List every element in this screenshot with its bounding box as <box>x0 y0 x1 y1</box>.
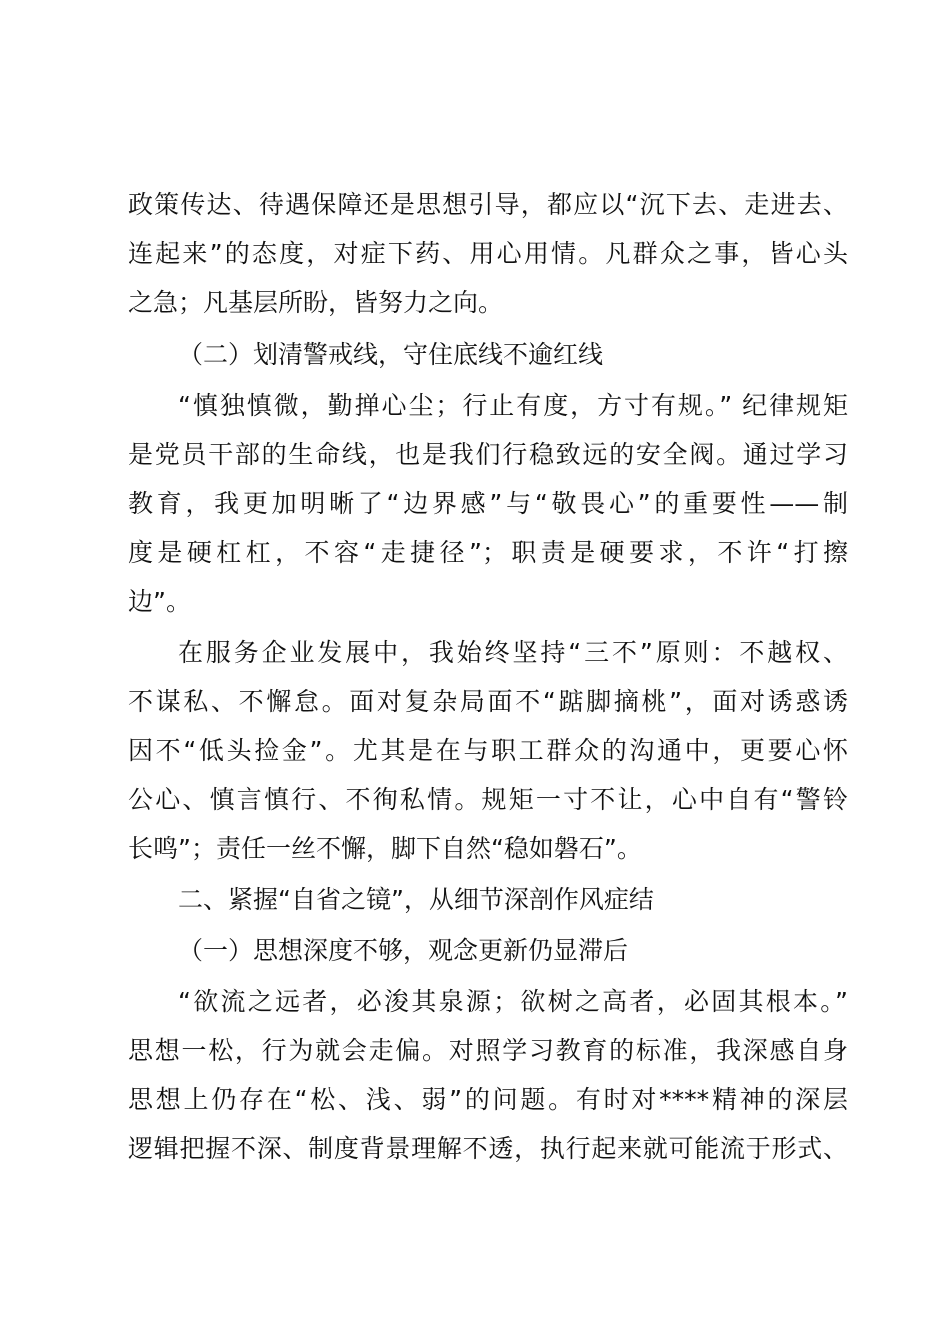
subsection-heading: （一）思想深度不够，观念更新仍显滞后 <box>178 936 629 965</box>
text-line: 思想上仍存在“松、浅、弱”的问题。有时对****精神的深层 <box>128 1085 848 1114</box>
section-heading: （二）划清警戒线，守住底线不逾红线 <box>178 340 604 369</box>
text-line: 教育，我更加明晰了“边界感”与“敬畏心”的重要性——制 <box>128 489 848 518</box>
text-line: 长鸣”；责任一丝不懈，脚下自然“稳如磐石”。 <box>128 834 642 863</box>
text-line: 边”。 <box>128 587 191 616</box>
text-line: “慎独慎微，勤掸心尘；行止有度，方寸有规。” 纪律规矩 <box>178 391 848 420</box>
text-line: 不谋私、不懈怠。面对复杂局面不“踮脚摘桃”，面对诱惑诱 <box>128 687 848 716</box>
text-line: 思想一松，行为就会走偏。对照学习教育的标准，我深感自身 <box>128 1036 848 1065</box>
text-line: “欲流之远者，必浚其泉源；欲树之高者，必固其根本。” <box>178 987 848 1016</box>
text-line: 政策传达、待遇保障还是思想引导，都应以“沉下去、走进去、 <box>128 190 848 219</box>
text-line: 逻辑把握不深、制度背景理解不透，执行起来就可能流于形式、 <box>128 1134 848 1163</box>
text-line: 之急；凡基层所盼，皆努力之向。 <box>128 288 504 317</box>
text-line: 在服务企业发展中，我始终坚持“三不”原则：不越权、 <box>178 638 848 667</box>
text-line: 是党员干部的生命线，也是我们行稳致远的安全阀。通过学习 <box>128 440 848 469</box>
text-line: 度是硬杠杠，不容“走捷径”；职责是硬要求，不许“打擦 <box>128 538 848 567</box>
text-line: 连起来”的态度，对症下药、用心用情。凡群众之事，皆心头 <box>128 239 848 268</box>
text-line: 因不“低头捡金”。尤其是在与职工群众的沟通中，更要心怀 <box>128 736 848 765</box>
text-line: 公心、慎言慎行、不徇私情。规矩一寸不让，心中自有“警铃 <box>128 785 848 814</box>
section-heading: 二、紧握“自省之镜”，从细节深剖作风症结 <box>178 885 654 914</box>
